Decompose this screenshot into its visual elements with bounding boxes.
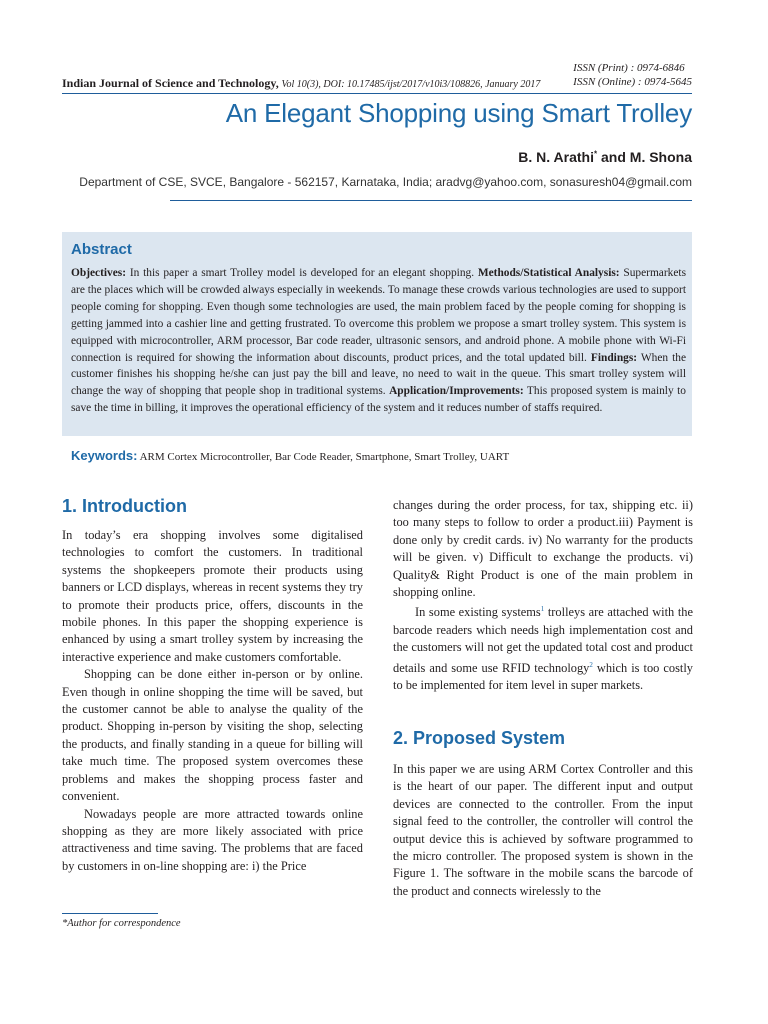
left-column [62, 527, 363, 875]
intro-paragraph-3-continued: changes during the order process, for tax, shipping etc. ii) too many steps to follow to order a product.iii) Payment is done only by credit cards. iv) No warranty for the products will be given. v) Difficult to exchange the products. vi) Quality& Right Product is one of the main problem in shopping online. [393, 498, 693, 600]
intro-paragraph-1: In today’s era shopping involves some digitalised technologies to comfort the customers. In traditional systems the shopkeepers promote their products using banners or LCD displays, whereas in recent systems they try to promote their products price, offers, discounts in the mobile phones. In this paper the shopping experience is enhanced by using a smart trolley system by increasing the interactive experience and make customers comfortable. [62, 528, 363, 664]
issn-print: ISSN (Print) : 0974-6846 [573, 62, 685, 74]
intro-paragraph-3: Nowadays people are more attracted towards online shopping as they are more likely associated with price attractiveness and time saving. The problems that are faced by customers in on-line shopping are: i) the Price [62, 806, 363, 873]
intro-p4-text-c: which is too costly to be implemented for item level in super markets. [393, 660, 693, 693]
right-column-bottom [393, 761, 693, 900]
application-label: Application/Improvements: [389, 385, 524, 398]
journal-meta: Vol 10(3), DOI: 10.17485/ijst/2017/v10i3/108826, January 2017 [281, 79, 541, 90]
author-first: B. N. Arathi [518, 149, 594, 165]
abstract-text [71, 265, 686, 417]
journal-name: Indian Journal of Science and Technology, [62, 76, 279, 90]
reference-link-2[interactable]: 2 [589, 660, 593, 669]
objectives-label: Objectives: [71, 267, 127, 279]
methods-text: Supermarkets are the places which will be crowded always especially in weekends. To manage these crowds various technologies are used to support people coming for shopping. Even though some technologies are used, the main problem faced by the people coming for shopping is getting jammed into a cashier line and getting frustrated. To overcome this problem we propose a smart trolley system. This system is equipped with microcontroller, ARM processor, Bar code reader, ultrasonic sensors, and android phone. A mobile phone with Wi-Fi connection is required for showing the information about discounts, product prices, and the total updated bill. [71, 267, 687, 364]
author-rest: and M. Shona [597, 149, 692, 165]
intro-p4-text-a: In some existing systems [415, 605, 541, 620]
footnote: *Author for correspondence [62, 918, 181, 929]
abstract-heading: Abstract [71, 241, 132, 258]
intro-paragraph-4 [393, 601, 693, 694]
journal-line [62, 76, 540, 91]
keywords-label: Keywords: [71, 448, 138, 463]
reference-link-1[interactable]: 1 [540, 605, 545, 614]
issn-online: ISSN (Online) : 0974-5645 [573, 76, 692, 88]
findings-text: When the customer finishes his shopping he/she can just pay the bill and leave, no need to wait in the queue. This smart trolley system will change the way of shopping that people shop in traditional systems. [71, 351, 687, 398]
affiliation: Department of CSE, SVCE, Bangalore - 562157, Karnataka, India; aradvg@yahoo.com, sonasuresh04@gmail.com [79, 175, 692, 189]
intro-paragraph-2: Shopping can be done either in-person or by online. Even though in online shopping the time will be saved, but the customer cannot be able to analyse the quality of the product. Shopping in-person by visiting the shop, selecting the products, and finally standing in a queue for billing will take much time. The proposed system overcomes these problems and makes the shopping process faster and convenient. [62, 667, 363, 804]
header-rule [62, 93, 692, 94]
methods-label: Methods/Statistical Analysis: [477, 267, 620, 279]
objectives-text: In this paper a smart Trolley model is developed for an elegant shopping. [126, 267, 478, 279]
issn-block [573, 61, 692, 89]
affiliation-rule [170, 200, 692, 201]
right-column-top [393, 497, 693, 695]
paper-title: An Elegant Shopping using Smart Trolley [225, 98, 692, 128]
proposed-paragraph-1: In this paper we are using ARM Cortex Controller and this is the heart of our paper. The different input and output devices are connected to the controller. From the input signal feed to the controller, the controller will control the output device this is achieved by software programmed to the micro controller. The proposed system is shown in the Figure 1. The software in the mobile scans the barcode of the product and connects wirelessly to the [393, 762, 693, 898]
footnote-rule [62, 913, 158, 914]
author-line [518, 149, 692, 165]
keywords-text: ARM Cortex Microcontroller, Bar Code Reader, Smartphone, Smart Trolley, UART [137, 451, 510, 463]
author-mark: * [593, 149, 598, 159]
section-heading-introduction: 1. Introduction [62, 496, 187, 516]
section-heading-proposed-system: 2. Proposed System [393, 728, 566, 748]
findings-label: Findings: [590, 351, 638, 364]
application-text: This proposed system is mainly to save the time in billing, it improves the operational efficiency of the system and it reduces number of staffs required. [71, 385, 686, 415]
intro-p4-text-b: trolleys are attached with the barcode readers which needs high implementation cost and the customers will not get the updated total cost and product details and some use RFID technology [393, 605, 693, 675]
keywords-line [71, 448, 691, 463]
